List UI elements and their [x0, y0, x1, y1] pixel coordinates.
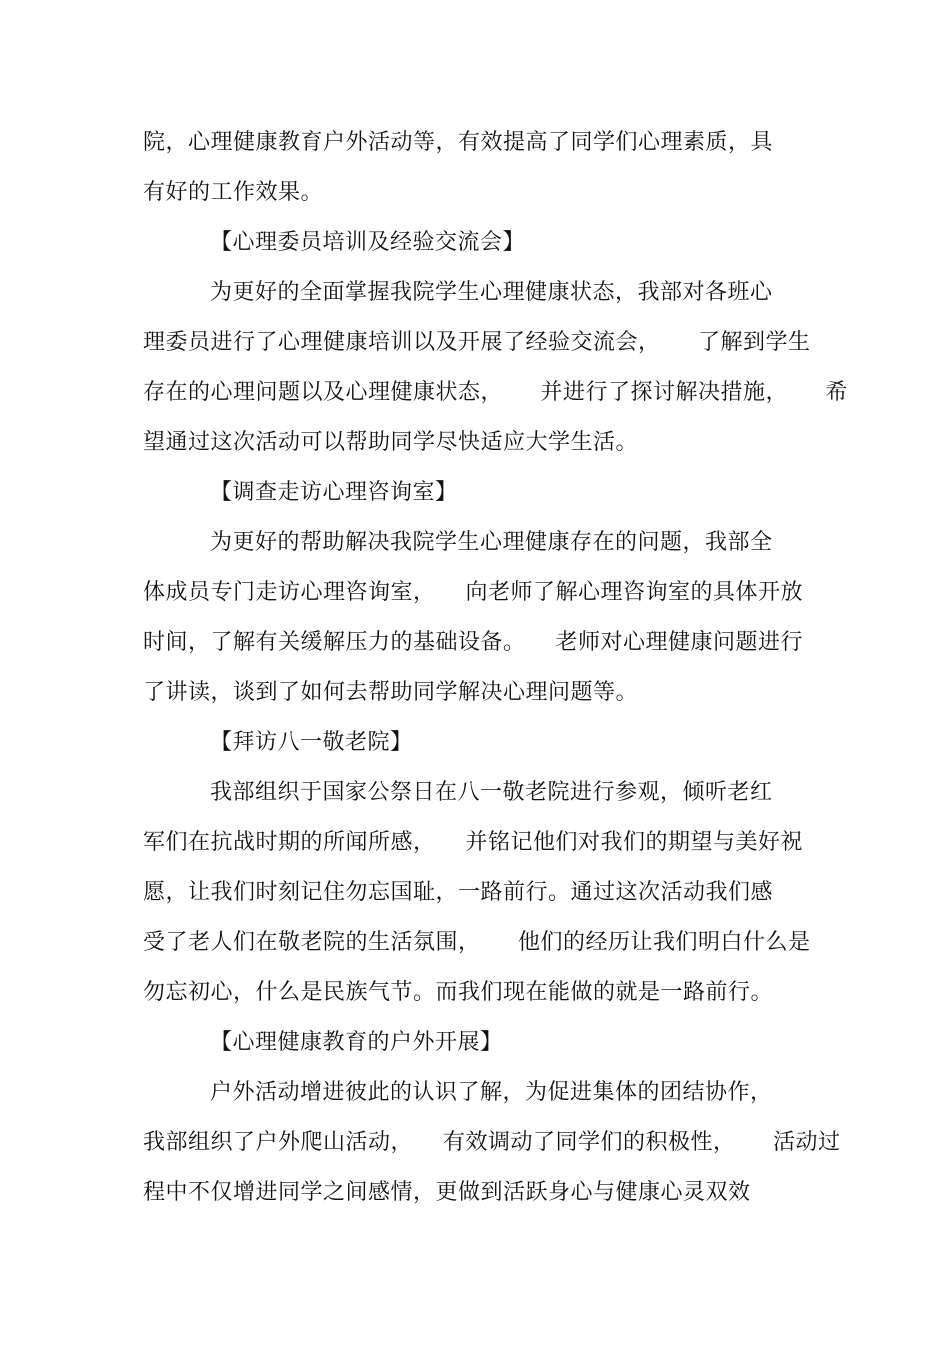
- paragraph-line: 我部组织于国家公祭日在八一敬老院进行参观，倾听老红: [210, 780, 773, 805]
- paragraph-line: 户外活动增进彼此的认识了解，为促进集体的团结协作，: [210, 1080, 773, 1105]
- section-heading-counseling-visit: 【调查走访心理咨询室】: [210, 480, 458, 505]
- paragraph-line: 有好的工作效果。: [143, 180, 324, 205]
- paragraph-line: 院，心理健康教育户外活动等，有效提高了同学们心理素质，具: [143, 130, 774, 155]
- paragraph-line: 了讲读，谈到了如何去帮助同学解决心理问题等。: [143, 680, 639, 705]
- paragraph-line: 受了老人们在敬老院的生活氛围， 他们的经历让我们明白什么是: [143, 930, 811, 955]
- section-heading-outdoor: 【心理健康教育的户外开展】: [210, 1030, 503, 1055]
- paragraph-line: 时间，了解有关缓解压力的基础设备。 老师对心理健康问题进行: [143, 630, 803, 655]
- paragraph-line: 勿忘初心，什么是民族气节。而我们现在能做的就是一路前行。: [143, 980, 774, 1005]
- paragraph-line: 体成员专门走访心理咨询室， 向老师了解心理咨询室的具体开放: [143, 580, 803, 605]
- paragraph-line: 军们在抗战时期的所闻所感， 并铭记他们对我们的期望与美好祝: [143, 830, 803, 855]
- paragraph-line: 程中不仅增进同学之间感情，更做到活跃身心与健康心灵双效: [143, 1180, 751, 1205]
- paragraph-line: 为更好的帮助解决我院学生心理健康存在的问题，我部全: [210, 530, 773, 555]
- paragraph-line: 我部组织了户外爬山活动， 有效调动了同学们的积极性， 活动过: [143, 1130, 841, 1155]
- paragraph-line: 理委员进行了心理健康培训以及开展了经验交流会， 了解到学生: [143, 330, 811, 355]
- section-heading-nursing-home: 【拜访八一敬老院】: [210, 730, 413, 755]
- paragraph-line: 愿，让我们时刻记住勿忘国耻，一路前行。通过这次活动我们感: [143, 880, 774, 905]
- paragraph-line: 望通过这次活动可以帮助同学尽快适应大学生活。: [143, 430, 639, 455]
- paragraph-line: 存在的心理问题以及心理健康状态， 并进行了探讨解决措施， 希: [143, 380, 848, 405]
- paragraph-line: 为更好的全面掌握我院学生心理健康状态，我部对各班心: [210, 280, 773, 305]
- section-heading-psych-committee: 【心理委员培训及经验交流会】: [210, 230, 526, 255]
